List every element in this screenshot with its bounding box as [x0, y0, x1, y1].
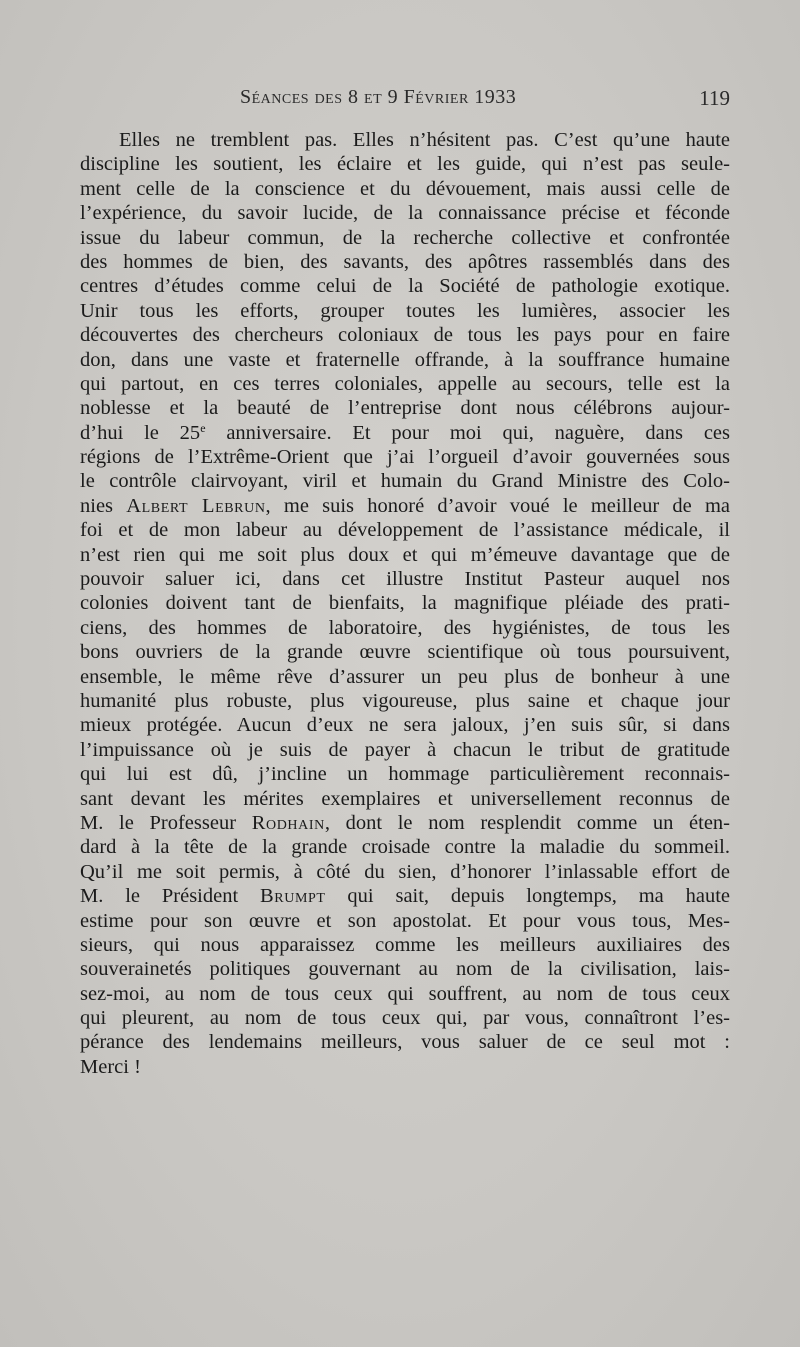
- text-line: humanité plus robuste, plus vigoureuse, plus saine et chaque jour: [80, 689, 730, 712]
- text-fragment: M. le Professeur: [80, 811, 252, 834]
- page-header: [80, 86, 730, 116]
- text-fragment: d’hui le 25: [80, 421, 201, 444]
- ordinal-superscript: e: [200, 420, 206, 435]
- text-line: mieux protégée. Aucun d’eux ne sera jaloux, j’en suis sûr, si dans: [80, 714, 730, 737]
- page-number: 119: [699, 86, 730, 110]
- text-line: Merci !: [80, 1055, 141, 1078]
- text-fragment: anniversaire. Et pour moi qui, naguère, dans ces: [205, 421, 730, 444]
- text-line: sez-moi, au nom de tous ceux qui souffrent, au nom de tous ceux: [80, 982, 730, 1005]
- text-line: noblesse et la beauté de l’entreprise dont nous célébrons aujour-: [80, 397, 730, 420]
- text-line: qui partout, en ces terres coloniales, appelle au secours, telle est la: [80, 372, 730, 395]
- text-line: dard à la tête de la grande croisade contre la maladie du sommeil.: [80, 836, 730, 859]
- text-line: [80, 884, 730, 908]
- text-line: l’impuissance où je suis de payer à chacun le tribut de gratitude: [80, 738, 730, 761]
- text-line: [80, 421, 730, 445]
- text-line: Qu’il me soit permis, à côté du sien, d’honorer l’inlassable effort de: [80, 860, 730, 883]
- text-line: estime pour son œuvre et son apostolat. Et pour vous tous, Mes-: [80, 909, 730, 932]
- text-line: n’est rien qui me soit plus doux et qui m’émeuve davantage que de: [80, 543, 730, 566]
- text-line: ciens, des hommes de laboratoire, des hygiénistes, de tous les: [80, 616, 730, 639]
- text-line: ment celle de la conscience et du dévouement, mais aussi celle de: [80, 177, 730, 200]
- person-name: Rodhain: [251, 811, 325, 834]
- text-fragment: M. le Président: [80, 885, 261, 908]
- text-line: qui lui est dû, j’incline un hommage particulièrement reconnais-: [80, 763, 730, 786]
- person-name: Albert Lebrun: [126, 494, 266, 517]
- text-line: [80, 811, 730, 835]
- text-line: foi et de mon labeur au développement de l’assistance médicale, il: [80, 519, 730, 542]
- person-name: Brumpt: [260, 885, 326, 908]
- text-line: sant devant les mérites exemplaires et universellement reconnus de: [80, 787, 730, 810]
- text-line: qui pleurent, au nom de tous ceux qui, par vous, connaîtront l’es-: [80, 1007, 730, 1030]
- text-line: découvertes des chercheurs coloniaux de tous les pays pour en faire: [80, 324, 730, 347]
- running-head: Séances des 8 et 9 Février 1933: [240, 86, 517, 108]
- text-fragment: qui sait, depuis longtemps, ma haute: [325, 885, 730, 908]
- text-line: souverainetés politiques gouvernant au nom de la civilisation, lais-: [80, 958, 730, 981]
- text-line: des hommes de bien, des savants, des apôtres rassemblés dans des: [80, 250, 730, 273]
- text-line: Unir tous les efforts, grouper toutes les lumières, associer les: [80, 299, 730, 322]
- text-line: colonies doivent tant de bienfaits, la magnifique pléiade des prati-: [80, 592, 730, 615]
- text-line: pérance des lendemains meilleurs, vous saluer de ce seul mot :: [80, 1031, 730, 1054]
- text-line: don, dans une vaste et fraternelle offrande, à la souffrance humaine: [80, 348, 730, 371]
- text-fragment: , dont le nom resplendit comme un éten-: [324, 811, 730, 834]
- text-line: sieurs, qui nous apparaissez comme les meilleurs auxiliaires des: [80, 933, 730, 956]
- text-line: l’expérience, du savoir lucide, de la connaissance précise et féconde: [80, 202, 730, 225]
- text-line: Elles ne tremblent pas. Elles n’hésitent pas. C’est qu’une haute: [119, 129, 730, 151]
- text-line: discipline les soutient, les éclaire et les guide, qui n’est pas seule-: [80, 153, 730, 176]
- text-line: issue du labeur commun, de la recherche collective et confrontée: [80, 226, 730, 249]
- text-line: bons ouvriers de la grande œuvre scientifique où tous poursuivent,: [80, 641, 730, 664]
- text-line: ensemble, le même rêve d’assurer un peu plus de bonheur à une: [80, 665, 730, 688]
- text-line: régions de l’Extrême-Orient que j’ai l’orgueil d’avoir gouvernées sous: [80, 446, 730, 469]
- text-line: le contrôle clairvoyant, viril et humain du Grand Ministre des Colo-: [80, 470, 730, 493]
- body-paragraph: [80, 128, 730, 1079]
- text-line: centres d’études comme celui de la Société de pathologie exotique.: [80, 275, 730, 298]
- text-line: pouvoir saluer ici, dans cet illustre Institut Pasteur auquel nos: [80, 568, 730, 591]
- text-fragment: , me suis honoré d’avoir voué le meilleur de ma: [265, 494, 730, 517]
- text-fragment: nies: [80, 494, 127, 517]
- text-line: [80, 494, 730, 518]
